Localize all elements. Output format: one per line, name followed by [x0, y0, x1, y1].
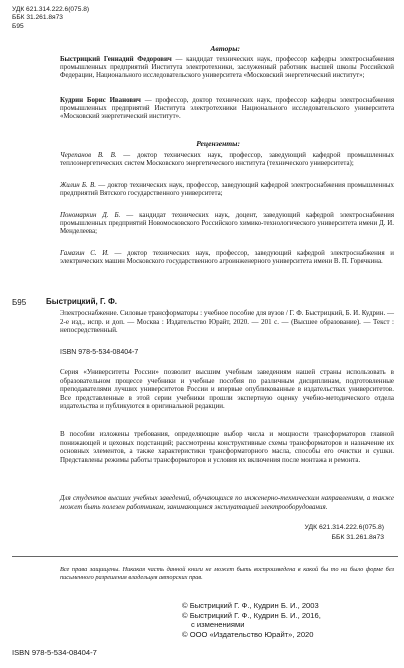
- authors-heading: Авторы:: [210, 44, 240, 53]
- author-name: Кудрин Борис Иванович: [60, 97, 141, 104]
- divider: [12, 556, 398, 557]
- bbk-code-repeat: ББК 31.261.8я73: [331, 534, 384, 541]
- udk-code-repeat: УДК 621.314.222.6(075.8): [304, 524, 384, 531]
- copyright-block: [182, 601, 321, 639]
- copyright-line: © ООО «Издательство Юрайт», 2020: [182, 629, 314, 639]
- author-sign-code: Б95: [12, 22, 24, 30]
- entry-isbn: ISBN 978-5-534-08404-7: [60, 349, 139, 356]
- reviewer-entry: [60, 212, 394, 237]
- bbk-code: ББК 31.261.8я73: [12, 14, 63, 22]
- reviewer-bio: — доктор технических наук, профессор, заведующий кафедрой электроснабжения и электрических машин Московского государственного агроинженерного университета имени В. П. Горячкина.: [60, 250, 394, 266]
- reviewer-entry: [60, 182, 394, 198]
- author-bio: — профессор, доктор технических наук, профессор кафедры электроснабжения промышленных предприятий Института электротехники Национального исследовательского университета «Московский энергетический институт».: [60, 97, 394, 121]
- copyright-line: © Быстрицкий Г. Ф., Кудрин Б. И., 2016,: [182, 610, 321, 620]
- reviewer-entry: [60, 152, 394, 168]
- entry-description: Электроснабжение. Силовые трансформаторы : учебное пособие для вузов / Г. Ф. Быстрицкий, Б. И. Кудрин. — 2-е изд., испр. и доп. — Москва : Издательство Юрайт, 2020. — 201 с. — (Высшее образование). — Текст : непосредственный.: [60, 309, 394, 334]
- annotation-audience: Для студентов высших учебных заведений, обучающихся по инженерно-техническим направлениям, а также может быть полезен работникам, занимающимся эксплуатацией электрооборудования.: [60, 494, 394, 511]
- reviewer-entry: [60, 250, 394, 266]
- author-entry: [60, 97, 394, 122]
- classification-block: [12, 6, 89, 31]
- reviewer-bio: — кандидат технических наук, доцент, заведующий кафедрой электроснабжения промышленных предприятий Новомосковского Российского химико-технологического университета имени Д. И. Менделеева;: [60, 212, 394, 236]
- reviewer-bio: — доктор технических наук, профессор, заведующий кафедрой промышленных теплоэнергетических систем Московского энергетического института (технического университета);: [60, 152, 394, 168]
- entry-author-sign: Б95: [12, 298, 27, 307]
- copyright-line: © Быстрицкий Г. Ф., Кудрин Б. И., 2003: [182, 601, 319, 610]
- udk-code: УДК 621.314.222.6(075.8): [12, 6, 90, 13]
- author-name: Быстрицкий Геннадий Федорович: [60, 56, 172, 63]
- annotation-series: Серия «Университеты России» позволит высшим учебным заведениям нашей страны использовать в образовательном процессе учебники и учебные пособия по различным дисциплинам, подготовленные преподавателями лучших университетов России и впервые опубликованные в издательствах университетов. Все представленные в этой серии учебники прошли экспертную оценку учебно-методического отдела издательства и публикуются в оригинальной редакции.: [60, 368, 394, 411]
- copyright-line: с изменениями: [191, 620, 245, 630]
- isbn-bottom: ISBN 978-5-534-08404-7: [12, 648, 97, 657]
- reviewer-bio: — доктор технических наук, профессор, заведующий кафедрой электроснабжения промышленных предприятий Вятского государственного университета;: [60, 182, 394, 198]
- reviewer-name: Черепанов В. В.: [60, 152, 117, 159]
- rights-notice: Все права защищены. Никакая часть данной книги не может быть воспроизведена в какой бы то ни было форме без письменного разрешения владельцев авторских прав.: [60, 566, 394, 581]
- reviewers-heading: Рецензенты:: [196, 139, 240, 148]
- reviewer-name: Пономаркин Д. Б.: [60, 212, 121, 219]
- entry-author: Быстрицкий, Г. Ф.: [46, 297, 117, 306]
- author-bio: — кандидат технических наук, профессор кафедры электроснабжения промышленных предприятий Института электротехники, заслуженный работник высшей школы Российской Федерации, Национального исследовательского университета «Московский энергетический институт»;: [60, 56, 394, 80]
- annotation-content: В пособии изложены требования, определяющие выбор числа и мощности трансформаторов главной понижающей и цеховых подстанций; рассмотрены конструктивные схемы трансформаторов и назначение их основных элементов, а также характеристики трансформаторного масла, способы его очистки и сушки. Представлены режимы работы трансформаторов и условия их включения после монтажа и ремонта.: [60, 430, 394, 464]
- reviewer-name: Жилин Б. В.: [60, 182, 96, 189]
- author-entry: [60, 56, 394, 81]
- reviewer-name: Гамазин С. И.: [60, 250, 109, 257]
